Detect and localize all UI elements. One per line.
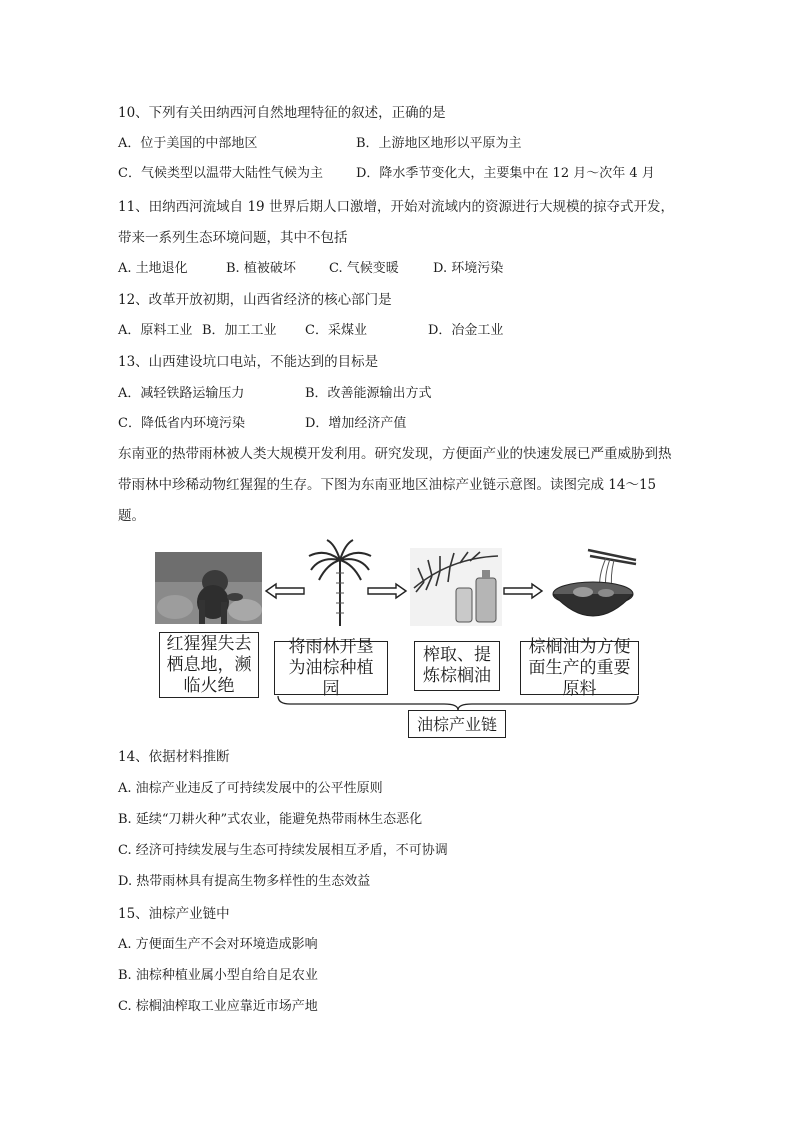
q11-option-d: D. 环境污染	[433, 261, 504, 276]
q15-option-c: C. 棕榈油榨取工业应靠近市场产地	[118, 999, 318, 1014]
q14-option-a: A. 油棕产业违反了可持续发展中的公平性原则	[118, 781, 383, 796]
arrow-right-icon	[502, 582, 544, 600]
q14-stem: 14、依据材料推断	[118, 749, 230, 765]
q13-option-c: C．降低省内环境污染	[118, 416, 245, 431]
q15-option-b: B. 油棕种植业属小型自给自足农业	[118, 968, 318, 983]
arrow-right-icon	[366, 582, 408, 600]
q10-option-b: B．上游地区地形以平原为主	[356, 136, 522, 151]
q14-option-d: D. 热带雨林具有提高生物多样性的生态效益	[118, 874, 371, 889]
q14-option-b: B. 延续“刀耕火种”式农业，能避免热带雨林生态恶化	[118, 812, 423, 827]
q13-stem: 13、山西建设坑口电站，不能达到的目标是	[118, 354, 379, 370]
q13-option-b: B．改善能源输出方式	[305, 386, 432, 401]
arrow-left-icon	[264, 582, 306, 600]
orangutan-habitat-box: 红猩猩失去栖息地，濒临火绝	[159, 632, 259, 698]
q15-stem: 15、油棕产业链中	[118, 906, 230, 922]
noodle-raw-material-box: 棕榈油为方便面生产的重要原料	[520, 641, 639, 695]
orangutan-photo	[155, 552, 262, 624]
q11-stem-line1: 11、田纳西河流域自 19 世界后期人口激增，开始对流域内的资源进行大规模的掠夺式开发，	[118, 199, 674, 215]
q12-option-a: A．原料工业	[118, 323, 193, 338]
q12-stem: 12、改革开放初期，山西省经济的核心部门是	[118, 292, 392, 308]
palm-oil-extraction-box: 榨取、提炼棕榈油	[414, 641, 500, 691]
reading-passage: 东南亚的热带雨林被人类大规模开发利用。研究发现，方便面产业的快速发展已严重威胁到热带雨林中珍稀动物红猩猩的生存。下图为东南亚地区油棕产业链示意图。读图完成 14～15 题。	[118, 446, 672, 524]
q15-option-a: A. 方便面生产不会对环境造成影响	[118, 937, 318, 952]
rainforest-clearing-box: 将雨林开垦为油棕种植园	[274, 641, 388, 695]
q10-option-a: A．位于美国的中部地区	[118, 136, 258, 151]
q10-stem: 10、下列有关田纳西河自然地理特征的叙述，正确的是	[118, 105, 446, 121]
industry-chain-label: 油棕产业链	[408, 710, 506, 738]
palm-oil-photo	[410, 548, 502, 626]
q12-option-c: C．采煤业	[305, 323, 367, 338]
q10-option-c: C．气候类型以温带大陆性气候为主	[118, 166, 323, 181]
q12-option-d: D．冶金工业	[428, 323, 504, 338]
q10-option-d: D．降水季节变化大，主要集中在 12 月～次年 4 月	[356, 166, 655, 181]
palm-tree-icon	[305, 538, 375, 628]
q11-option-b: B. 植被破坏	[226, 261, 296, 276]
q11-stem-line2: 带来一系列生态环境问题，其中不包括	[118, 230, 348, 246]
q13-option-d: D．增加经济产值	[305, 416, 407, 431]
q11-option-a: A. 土地退化	[118, 261, 188, 276]
q13-option-a: A．减轻铁路运输压力	[118, 386, 245, 401]
noodle-bowl-photo	[548, 546, 638, 626]
q12-option-b: B．加工工业	[202, 323, 277, 338]
q14-option-c: C. 经济可持续发展与生态可持续发展相互矛盾，不可协调	[118, 843, 448, 858]
q11-option-c: C. 气候变暖	[329, 261, 399, 276]
